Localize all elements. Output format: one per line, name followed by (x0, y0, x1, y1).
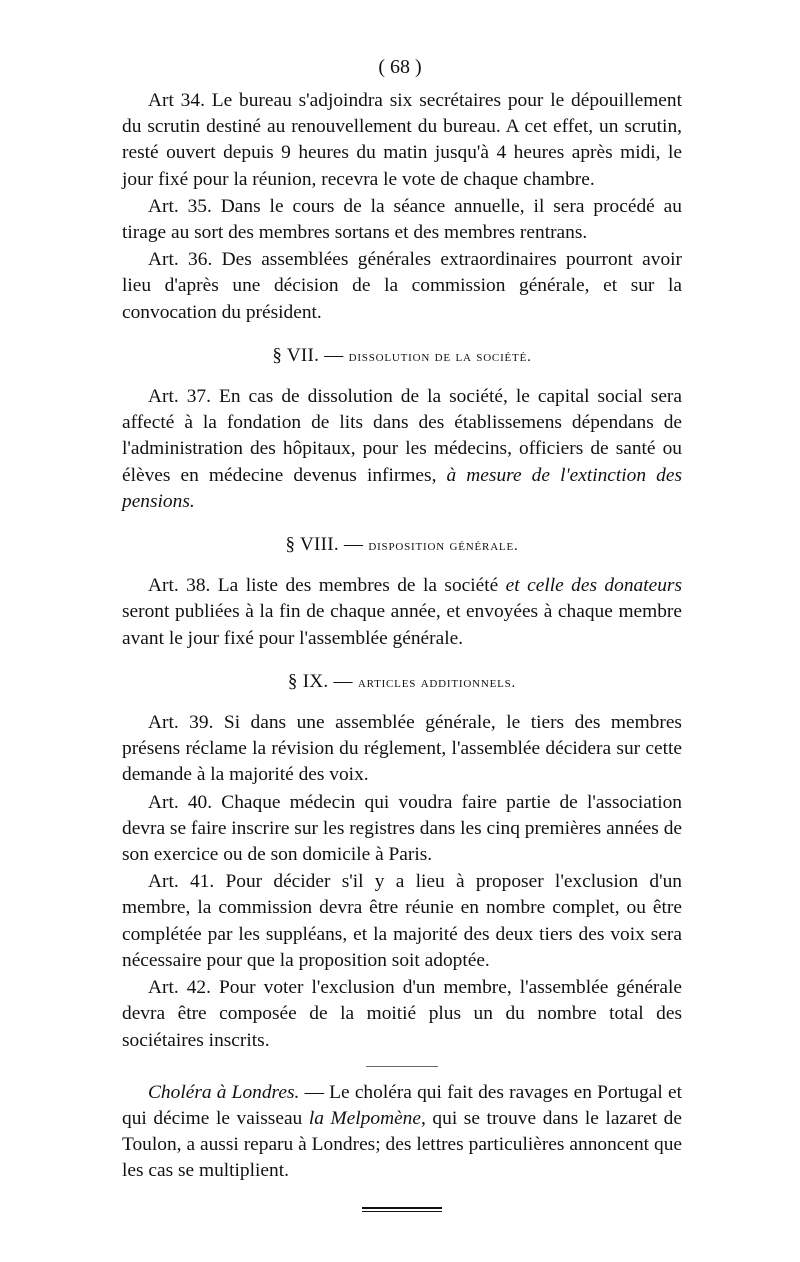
article-label: Art. 41. (148, 871, 215, 893)
article-35 (122, 194, 682, 246)
news-text: , qui se trouve dans le lazaret de Toulon, a aussi reparu à Londres; des lettres particulières annoncent que les cas se multiplient. (122, 1107, 682, 1182)
article-text: Dans le cours de la séance annuelle, il sera procédé au tirage au sort des membres sortans et des membres rentrans. (122, 195, 682, 244)
news-title: Choléra à Londres. (148, 1081, 300, 1103)
article-text: Si dans une assemblée générale, le tiers des membres présens réclame la révision du réglement, l'assemblée décidera sur cette demande à la majorité des voix. (122, 712, 682, 786)
section-number: § IX. (287, 670, 329, 692)
news-text: — Le choléra qui fait des ravages en Portugal et qui décime le vaisseau (122, 1081, 682, 1129)
ship-name: la Melpomène (302, 1107, 421, 1129)
section-heading-9: § IX. — articles additionnels. (287, 670, 517, 692)
page-number: ( 68 ) (378, 56, 422, 78)
article-38 (122, 573, 682, 652)
article-label: Art. 35. (148, 195, 212, 217)
article-40 (122, 790, 682, 869)
article-label: Art. 42. (148, 977, 211, 999)
article-label: Art. 38. (148, 575, 211, 597)
article-text: Pour voter l'exclusion d'un membre, l'assemblée générale devra être composée de la moitié plus un du nombre total des sociétaires inscrits. (122, 977, 682, 1051)
news-item (122, 1080, 682, 1185)
article-34 (122, 88, 682, 193)
article-text: Des assemblées générales extraordinaires pourront avoir lieu d'après une décision de la commission générale, et sur la convocation du président. (122, 249, 682, 323)
article-41 (122, 869, 682, 974)
article-text: seront publiées à la fin de chaque année, et envoyées à chaque membre avant le jour fixé pour l'assemblée générale. (122, 601, 682, 649)
article-text: Chaque médecin qui voudra faire partie de l'association devra se faire inscrire sur les registres dans les cinq premières années de son exercice ou de son domicile à Paris. (122, 791, 682, 866)
section-title: dissolution de la société. (348, 348, 532, 365)
article-label: Art 34. (148, 90, 205, 111)
article-text: En cas de dissolution de la société, le capital social sera affecté à la fondation de lits dans des établissemens dépendans de l'administration des hôpitaux, pour les médecins, officiers de santé ou élèves en médecine devenus infirmes, (122, 386, 682, 486)
article-label: Art. 37. (148, 386, 211, 408)
article-label: Art. 36. (148, 249, 213, 271)
section-number: § VII. (272, 344, 320, 366)
section-number: § VIII. (285, 534, 339, 556)
section-title: articles additionnels. (357, 674, 517, 691)
section-title: disposition générale. (368, 538, 519, 555)
article-label: Art. 39. (148, 712, 214, 734)
article-label: Art. 40. (148, 791, 213, 813)
article-text: Pour décider s'il y a lieu à proposer l'exclusion d'un membre, la commission devra être réunie en nombre complet, ou être complétée par les suppléans, et la majorité des deux tiers des voix sera nécessaire pour que la proposition soit adoptée. (122, 871, 682, 971)
article-italic-text: et celle des donateurs (498, 575, 682, 597)
article-36 (122, 247, 682, 326)
article-42 (122, 975, 682, 1054)
end-rule (362, 1207, 442, 1212)
article-text: Le bureau s'adjoindra six secrétaires pour le dépouillement du scrutin destiné au renouvellement du bureau. A cet effet, un scrutin, resté ouvert depuis 9 heures du matin jusqu'à 4 heures après midi, le jour fixé pour la réunion, recevra le vote de chaque chambre. (122, 90, 682, 190)
article-text: La liste des membres de la société (210, 575, 499, 597)
section-heading-8: § VIII. — disposition générale. (285, 534, 519, 556)
separator-rule (366, 1066, 438, 1067)
article-37 (122, 384, 682, 515)
section-heading-7: § VII. — dissolution de la société. (272, 344, 532, 366)
page-body (122, 88, 682, 1212)
article-39 (122, 710, 682, 789)
article-italic-text: à mesure de l'extinction des pensions. (122, 464, 683, 512)
